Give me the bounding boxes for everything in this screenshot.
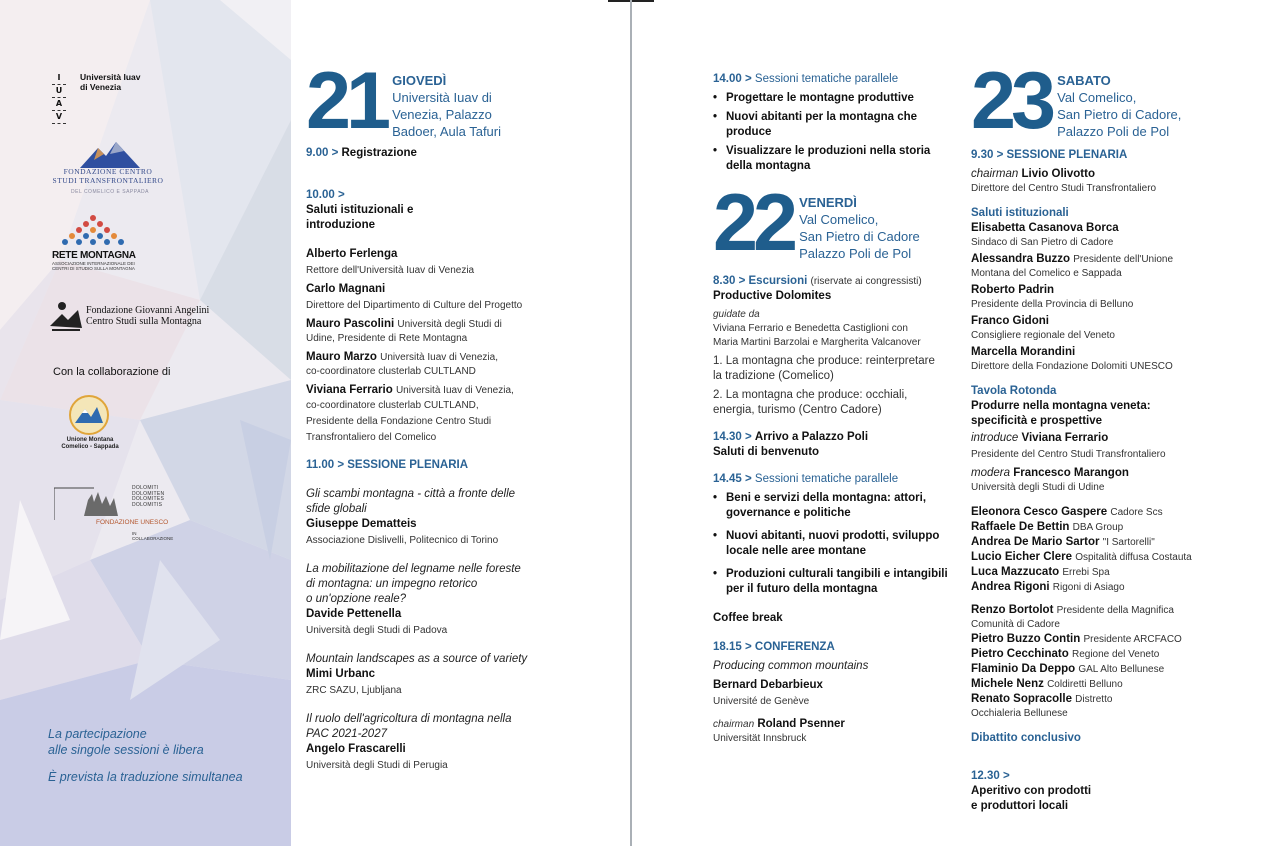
- day21-number: 21: [306, 56, 387, 146]
- list-item: Eleonora Cesco Gaspere Cadore Scs: [971, 506, 1163, 518]
- list-item: • Nuovi abitanti per la montagna che produce: [713, 110, 958, 140]
- speaker-affiliation: Direttore del Dipartimento di Culture del Progetto: [306, 300, 523, 311]
- list-item: Andrea De Mario Sartor "I Sartorelli": [971, 536, 1155, 548]
- list-item: Renzo Bortolot Presidente della Magnifica: [971, 604, 1174, 616]
- unione-montana-logo: [69, 395, 109, 435]
- conference-time: 18.15 >: [713, 641, 752, 653]
- participation-note: La partecipazione alle singole sessioni è libera: [48, 727, 204, 757]
- talk-affiliation: Università degli Studi di Padova: [306, 625, 448, 636]
- plenaria23-heading: [971, 148, 1231, 163]
- modera-name: Francesco Marangon: [1013, 467, 1129, 479]
- aperitivo-time: 12.30 >: [971, 770, 1010, 782]
- person-affiliation: Sindaco di San Pietro di Cadore: [971, 237, 1114, 248]
- tavola-label: Tavola Rotonda: [971, 385, 1057, 397]
- list-item-affiliation: Occhialeria Bellunese: [971, 708, 1068, 719]
- day21-column: [306, 56, 556, 773]
- day21-info: [392, 66, 501, 140]
- conference-speaker: Bernard Debarbieux: [713, 679, 823, 691]
- iuav-logo-letters: I U A V: [52, 72, 66, 124]
- introduce-name: Viviana Ferrario: [1021, 432, 1109, 444]
- talk-speaker: Davide Pettenella: [306, 608, 402, 620]
- plenaria23-time: 9.30 >: [971, 149, 1004, 161]
- list-item: Pietro Cecchinato Regione del Veneto: [971, 648, 1160, 660]
- route-2: 2. La montagna che produce: occhiali, energia, turismo (Centro Cadore): [713, 389, 908, 416]
- person-name: Roberto Padrin: [971, 284, 1055, 296]
- talk-affiliation: ZRC SAZU, Ljubljana: [306, 685, 402, 696]
- talk-title: Il ruolo dell'agricoltura di montagna nella PAC 2021-2027: [306, 713, 512, 740]
- speaker-affiliation: co-coordinatore clusterlab CULTLAND: [306, 366, 476, 377]
- day22-number: 22: [713, 178, 794, 268]
- modera-affiliation: Università degli Studi di Udine: [971, 482, 1105, 493]
- plenaria-label: SESSIONE PLENARIA: [347, 459, 469, 471]
- talk-title: La mobilitazione del legname nelle foreste di montagna: un impegno retorico o un'opzione reale?: [306, 563, 521, 605]
- arrival-item: [713, 430, 958, 460]
- day23-header: [971, 56, 1231, 146]
- list-item: Raffaele De Bettin DBA Group: [971, 521, 1124, 533]
- day22-place: Val Comelico, San Pietro di Cadore Palazzo Poli de Pol: [799, 212, 920, 261]
- day23-column: [971, 56, 1231, 814]
- day23-weekday: SABATO: [1057, 73, 1111, 88]
- translation-note: È prevista la traduzione simultanea: [48, 770, 243, 784]
- rete-montagna-sub: ASSOCIAZIONE INTERNAZIONALE DEI CENTRI DI STUDIO SULLA MONTAGNA: [52, 261, 135, 271]
- plenaria-time: 11.00 >: [306, 459, 345, 471]
- logo-strip: [0, 0, 291, 846]
- tavola-title: Produrre nella montagna veneta: specificità e prospettive: [971, 400, 1151, 427]
- iuav-logo-name: Università Iuav di Venezia: [80, 72, 141, 92]
- excursion-note: (riservate ai congressisti): [810, 276, 922, 287]
- saluti-time: 10.00 >: [306, 189, 345, 201]
- parallel-heading-22: [713, 472, 958, 487]
- plenary-talk: [306, 652, 556, 698]
- fct-logo-name: FONDAZIONE CENTRO STUDI TRANSFRONTALIERO: [52, 167, 164, 185]
- list-item: Flaminio Da Deppo GAL Alto Bellunese: [971, 663, 1165, 675]
- registration-time: 9.00 >: [306, 147, 339, 159]
- list-item: Lucio Eicher Clere Ospitalità diffusa Costauta: [971, 551, 1192, 563]
- day21-speaker: [306, 317, 556, 346]
- list-item: • Produzioni culturali tangibili e intangibili per il futuro della montagna: [713, 567, 958, 597]
- rete-montagna-dots-logo: [60, 214, 126, 248]
- list-item: Pietro Buzzo Contin Presidente ARCFACO: [971, 633, 1182, 645]
- aperitivo-item: [971, 754, 1231, 814]
- dolomiti-words: DOLOMITI DOLOMITEN DOLOMITES DOLOMITIS: [132, 485, 165, 508]
- list-item: • Nuovi abitanti, nuovi prodotti, sviluppo locale nelle aree montane: [713, 529, 958, 559]
- day22-header: [713, 178, 958, 268]
- speaker-inline: Università Iuav di Venezia,: [380, 352, 498, 363]
- modera-label: modera: [971, 467, 1010, 479]
- speaker-name: Viviana Ferrario: [306, 384, 393, 396]
- rete-montagna-name: RETE MONTAGNA: [52, 250, 136, 261]
- collaboration-label: Con la collaborazione di: [53, 366, 171, 378]
- conference-title: Producing common mountains: [713, 660, 869, 672]
- conference-chair: [713, 717, 958, 732]
- excursion-label: Escursioni: [748, 275, 808, 287]
- introduce-label: introduce: [971, 432, 1019, 444]
- angelini-climber-logo: [48, 300, 84, 332]
- parallel-list-22: [713, 491, 958, 597]
- speaker-name: Carlo Magnani: [306, 283, 386, 295]
- unione-montana-name: Unione Montana Comelico - Sappada: [61, 437, 119, 450]
- day21-speaker: [306, 282, 556, 313]
- arrival-sub: Saluti di benvenuto: [713, 446, 820, 458]
- day21-weekday: GIOVEDÌ: [392, 73, 447, 88]
- parallel-sessions-heading: [713, 72, 958, 87]
- list-item: Michele Nenz Coldiretti Belluno: [971, 678, 1123, 690]
- list-item: • Beni e servizi della montagna: attori, governance e politiche: [713, 491, 958, 521]
- dolomiti-collab: IN COLLABORAZIONE: [132, 531, 174, 541]
- person-affiliation: Presidente della Provincia di Belluno: [971, 299, 1134, 310]
- page-fold-divider: [630, 0, 632, 846]
- day23-number: 23: [971, 56, 1052, 146]
- saluti23-person: [971, 283, 1231, 312]
- person-name: Elisabetta Casanova Borca: [971, 222, 1119, 234]
- day23-info: [1057, 66, 1181, 140]
- modera-line: [971, 466, 1231, 481]
- arrival-time: 14.30 >: [713, 431, 752, 443]
- speaker-affiliation: Rettore dell'Università Iuav di Venezia: [306, 265, 475, 276]
- saluti23-person: [971, 345, 1231, 374]
- speaker-inline: Università Iuav di Venezia,: [395, 385, 514, 396]
- person-name: Marcella Morandini: [971, 346, 1076, 358]
- day21-speaker: [306, 247, 556, 278]
- saluti-label: Saluti istituzionali e introduzione: [306, 204, 414, 231]
- guided-label: guidate da: [713, 309, 760, 320]
- chair-affiliation: Universität Innsbruck: [713, 733, 807, 744]
- arrival-label: Arrivo a Palazzo Poli: [754, 431, 869, 443]
- panel-list-2: [971, 603, 1231, 721]
- conference-label: CONFERENZA: [754, 641, 835, 653]
- plenaria-heading: [306, 458, 556, 473]
- plenary-talk: [306, 562, 556, 638]
- day21-place: Università Iuav di Venezia, Palazzo Badoer, Aula Tafuri: [392, 90, 502, 139]
- speaker-name: Alberto Ferlenga: [306, 248, 398, 260]
- day21-speaker: [306, 383, 556, 446]
- chair-name: Livio Olivotto: [1021, 168, 1095, 180]
- speaker-affiliation: co-coordinatore clusterlab CULTLAND, Presidente della Fondazione Centro Studi Transfrontaliero del Comelico: [306, 400, 492, 443]
- coffee-break: Coffee break: [713, 612, 783, 624]
- person-name: Franco Gidoni: [971, 315, 1049, 327]
- registration-label: Registrazione: [341, 147, 417, 159]
- plenary-talk: [306, 712, 556, 773]
- registration-item: [306, 146, 556, 161]
- talk-title: Mountain landscapes as a source of variety: [306, 653, 528, 665]
- talk-speaker: Mimi Urbanc: [306, 668, 376, 680]
- fct-logo-sub: DEL COMELICO E SAPPADA: [71, 189, 149, 195]
- panel-list-1: [971, 505, 1231, 595]
- parallel-sessions-time: 14.00 >: [713, 73, 752, 85]
- aperitivo-label: Aperitivo con prodotti e produttori locali: [971, 785, 1092, 812]
- dibattito-label: Dibattito conclusivo: [971, 732, 1081, 744]
- conference-heading: [713, 640, 958, 655]
- fct-mountain-logo: [80, 142, 140, 168]
- route-1: 1. La montagna che produce: reinterpretare la tradizione (Comelico): [713, 355, 935, 382]
- day22-info: [799, 188, 920, 262]
- talk-speaker: Angelo Frascarelli: [306, 743, 406, 755]
- list-item: Andrea Rigoni Rigoni di Asiago: [971, 581, 1125, 593]
- chair-affiliation: Direttore del Centro Studi Transfrontaliero: [971, 183, 1157, 194]
- parallel-sessions-label: Sessioni tematiche parallele: [754, 73, 899, 85]
- parallel-sessions-list: [713, 91, 958, 174]
- saluti-item: [306, 173, 556, 233]
- person-affiliation: Consigliere regionale del Veneto: [971, 330, 1115, 341]
- talk-speaker: Giuseppe Dematteis: [306, 518, 417, 530]
- list-item: • Visualizzare le produzioni nella storia della montagna: [713, 144, 958, 174]
- geometric-background: [0, 0, 291, 846]
- introduce-affiliation: Presidente del Centro Studi Transfrontaliero: [971, 449, 1166, 460]
- day23-place: Val Comelico, San Pietro di Cadore, Palazzo Poli de Pol: [1057, 90, 1182, 139]
- parallel-label-22: Sessioni tematiche parallele: [754, 473, 899, 485]
- saluti23-label: Saluti istituzionali: [971, 207, 1069, 219]
- person-name: Alessandra Buzzo: [971, 253, 1071, 265]
- plenary-talk: [306, 487, 556, 548]
- list-item: • Progettare le montagne produttive: [713, 91, 958, 106]
- plenaria23-label: SESSIONE PLENARIA: [1006, 149, 1128, 161]
- chair-name: Roland Psenner: [757, 718, 845, 730]
- day23-chair: [971, 167, 1231, 182]
- speaker-name: Mauro Marzo: [306, 351, 377, 363]
- person-affiliation: Montana del Comelico e Sappada: [971, 268, 1122, 279]
- talk-affiliation: Associazione Dislivelli, Politecnico di Torino: [306, 535, 499, 546]
- chair-label: chairman: [971, 168, 1019, 180]
- saluti23-person: [971, 221, 1231, 250]
- day22-column: [713, 72, 958, 746]
- list-item: Luca Mazzucato Errebi Spa: [971, 566, 1110, 578]
- dolomiti-unesco-logo: [54, 486, 130, 520]
- list-item-affiliation: Comunità di Cadore: [971, 619, 1060, 630]
- chair-label: chairman: [713, 719, 755, 730]
- guides: Viviana Ferrario e Benedetta Castiglioni con Maria Martini Barzolai e Margherita Valcanover: [713, 323, 921, 348]
- angelini-name: Fondazione Giovanni Angelini Centro Studi sulla Montagna: [86, 305, 210, 327]
- person-affiliation: Direttore della Fondazione Dolomiti UNESCO: [971, 361, 1173, 372]
- saluti23-person: [971, 252, 1231, 281]
- introduce-line: [971, 431, 1231, 446]
- day21-speaker: [306, 350, 556, 379]
- saluti23-person: [971, 314, 1231, 343]
- speaker-inline: Università degli Studi di: [397, 319, 502, 330]
- speaker-name: Mauro Pascolini: [306, 318, 395, 330]
- talk-title: Gli scambi montagna - città a fronte delle sfide globali: [306, 488, 516, 515]
- dolomiti-fondazione: FONDAZIONE UNESCO: [96, 519, 169, 526]
- day21-header: [306, 56, 556, 146]
- list-item: Renato Sopracolle Distretto: [971, 693, 1113, 705]
- day22-weekday: VENERDÌ: [799, 195, 857, 210]
- conference-affiliation: Université de Genève: [713, 696, 810, 707]
- speaker-affiliation: Udine, Presidente di Rete Montagna: [306, 333, 468, 344]
- excursion-title: Productive Dolomites: [713, 290, 832, 302]
- excursion-time: 8.30 >: [713, 275, 746, 287]
- excursion-heading: [713, 274, 958, 289]
- parallel-time-22: 14.45 >: [713, 473, 752, 485]
- person-inline: Presidente dell'Unione: [1073, 254, 1174, 265]
- talk-affiliation: Università degli Studi di Perugia: [306, 760, 448, 771]
